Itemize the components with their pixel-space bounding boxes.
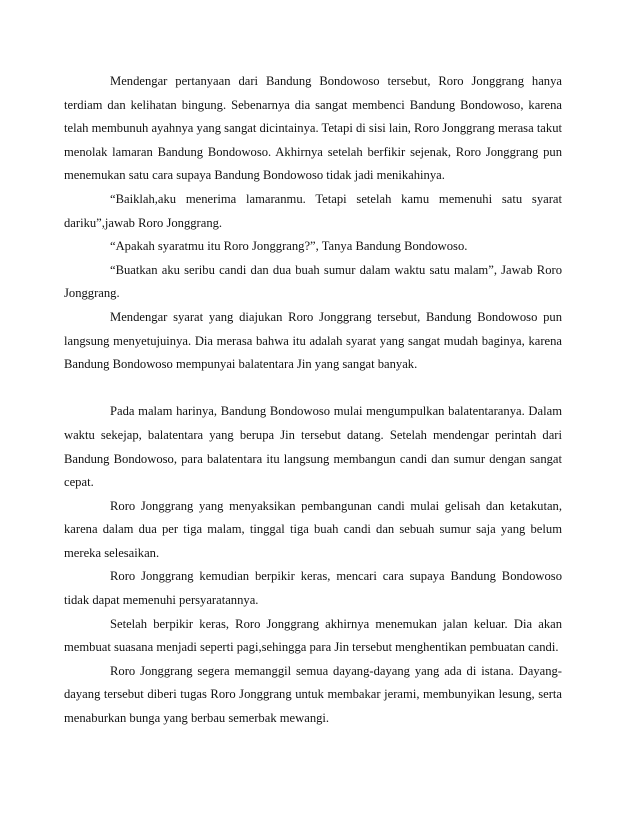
paragraph: Mendengar syarat yang diajukan Roro Jonggrang tersebut, Bandung Bondowoso pun langsung menyetujuinya. Dia merasa bahwa itu adalah syarat yang sangat mudah baginya, karena Bandung Bondowoso mempunyai balatentara Jin yang sangat banyak. xyxy=(64,309,562,372)
paragraph: “Baiklah,aku menerima lamaranmu. Tetapi setelah kamu memenuhi satu syarat dariku”,jawab Roro Jonggrang. xyxy=(64,191,562,230)
paragraph: Mendengar pertanyaan dari Bandung Bondowoso tersebut, Roro Jonggrang hanya terdiam dan kelihatan bingung. Sebenarnya dia sangat membenci Bandung Bondowoso, karena telah membunuh ayahnya yang sangat dicintainya. Tetapi di sisi lain, Roro Jonggrang merasa takut menolak lamaran Bandung Bondowoso. Akhirnya setelah berfikir sejenak, Roro Jonggrang pun menemukan satu cara supaya Bandung Bondowoso tidak jadi menikahinya. xyxy=(64,74,562,183)
story-text xyxy=(64,70,562,731)
paragraph: Setelah berpikir keras, Roro Jonggrang akhirnya menemukan jalan keluar. Dia akan membuat suasana menjadi seperti pagi,sehingga para Jin tersebut menghentikan pembuatan candi. xyxy=(64,616,562,655)
paragraph: Pada malam harinya, Bandung Bondowoso mulai mengumpulkan balatentaranya. Dalam waktu sekejap, balatentara yang berupa Jin tersebut datang. Setelah mendengar perintah dari Bandung Bondowoso, para balatentara itu langsung membangun candi dan sumur dengan sangat cepat. xyxy=(64,404,562,490)
paragraph: Roro Jonggrang segera memanggil semua dayang-dayang yang ada di istana. Dayang-dayang tersebut diberi tugas Roro Jonggrang untuk membakar jerami, membunyikan lesung, serta menaburkan bunga yang berbau semerbak mewangi. xyxy=(64,663,562,726)
paragraph: Roro Jonggrang kemudian berpikir keras, mencari cara supaya Bandung Bondowoso tidak dapat memenuhi persyaratannya. xyxy=(64,569,562,608)
paragraph: Roro Jonggrang yang menyaksikan pembangunan candi mulai gelisah dan ketakutan, karena dalam dua per tiga malam, tinggal tiga buah candi dan sebuah sumur saja yang belum mereka selesaikan. xyxy=(64,498,562,560)
paragraph: “Apakah syaratmu itu Roro Jonggrang?”, Tanya Bandung Bondowoso. xyxy=(110,239,468,254)
paragraph: “Buatkan aku seribu candi dan dua buah sumur dalam waktu satu malam”, Jawab Roro Jonggrang. xyxy=(64,262,562,301)
